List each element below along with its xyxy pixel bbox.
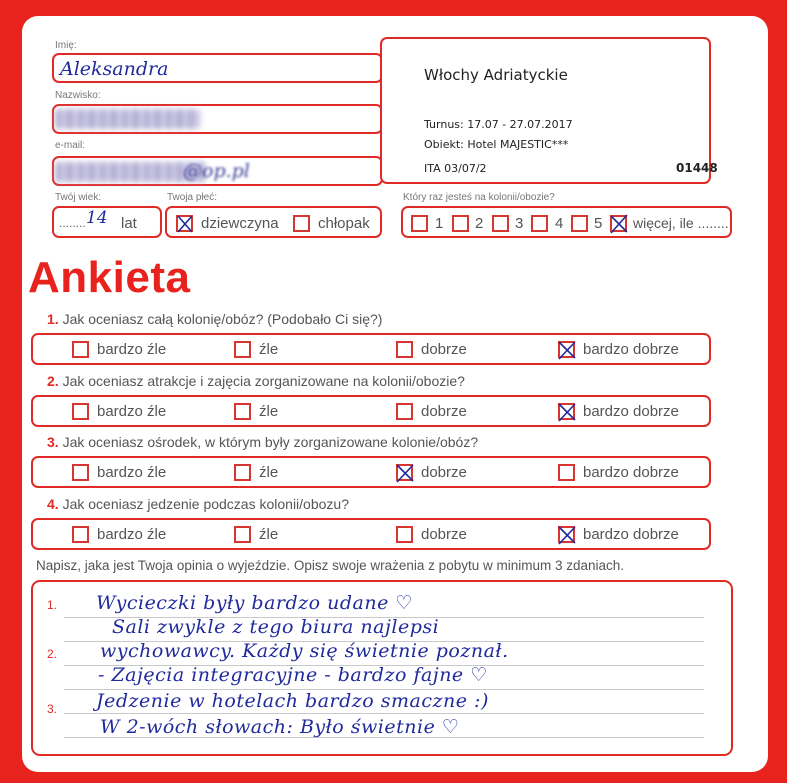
answer-option-label: bardzo dobrze xyxy=(583,341,679,358)
opinion-handwritten-line: W 2-wóch słowach: Było świetnie ♡ xyxy=(100,716,460,738)
answer-option-label: bardzo dobrze xyxy=(583,403,679,420)
gender-checkbox-female[interactable] xyxy=(176,215,193,232)
x-check-icon xyxy=(174,213,196,235)
trip-object: Obiekt: Hotel MAJESTIC*** xyxy=(424,138,569,151)
opinion-number: 3. xyxy=(47,702,58,716)
trip-number: 01448 xyxy=(676,161,718,175)
question-4-checkbox-4[interactable] xyxy=(558,526,575,543)
opinion-number: 2. xyxy=(47,647,58,661)
times-option-5: 5 xyxy=(594,215,603,232)
question-2-checkbox-1[interactable] xyxy=(72,403,89,420)
question-2-checkbox-3[interactable] xyxy=(396,403,413,420)
name-label: Imię: xyxy=(55,40,77,51)
x-check-icon xyxy=(556,524,578,546)
times-option-4: 4 xyxy=(555,215,564,232)
answer-option-label: źle xyxy=(259,341,279,358)
question-4-text xyxy=(47,496,349,512)
opinion-handwritten-line: Sali zwykle z tego biura najlepsi xyxy=(112,616,440,638)
question-1-checkbox-2[interactable] xyxy=(234,341,251,358)
times-option-1: 1 xyxy=(435,215,444,232)
question-label: Jak oceniasz atrakcje i zajęcia zorganizowane na kolonii/obozie? xyxy=(62,373,465,389)
times-checkbox-5[interactable] xyxy=(571,215,588,232)
question-3-text xyxy=(47,434,478,450)
times-option-more: więcej, ile ........ xyxy=(633,215,729,231)
question-2-checkbox-4[interactable] xyxy=(558,403,575,420)
trip-turnus: Turnus: 17.07 - 27.07.2017 xyxy=(424,118,573,131)
age-dots: ........ xyxy=(59,216,86,230)
answer-option-label: dobrze xyxy=(421,526,467,543)
surname-label: Nazwisko: xyxy=(55,90,101,101)
question-1-text xyxy=(47,311,382,327)
question-label: Jak oceniasz ośrodek, w którym były zorganizowane kolonie/obóz? xyxy=(62,434,479,450)
age-unit: lat xyxy=(121,215,137,232)
answer-option-label: bardzo źle xyxy=(97,526,167,543)
times-option-2: 2 xyxy=(475,215,484,232)
question-3-checkbox-1[interactable] xyxy=(72,464,89,481)
question-number: 3. xyxy=(47,434,59,450)
answer-option-label: bardzo źle xyxy=(97,464,167,481)
answer-option-label: źle xyxy=(259,464,279,481)
question-3-checkbox-2[interactable] xyxy=(234,464,251,481)
x-check-icon xyxy=(556,339,578,361)
question-4-checkbox-2[interactable] xyxy=(234,526,251,543)
answer-option-label: dobrze xyxy=(421,403,467,420)
surname-redaction xyxy=(55,109,200,129)
opinion-handwritten-line: wychowawcy. Każdy się świetnie poznał. xyxy=(100,640,509,662)
question-label: Jak oceniasz całą kolonię/obóz? (Podobało Ci się?) xyxy=(62,311,383,327)
answer-option-label: dobrze xyxy=(421,341,467,358)
gender-label: Twoja płeć: xyxy=(167,192,218,203)
times-checkbox-4[interactable] xyxy=(531,215,548,232)
question-number: 4. xyxy=(47,496,59,512)
age-label: Twój wiek: xyxy=(55,192,102,203)
question-2-text xyxy=(47,373,465,389)
question-3-checkbox-4[interactable] xyxy=(558,464,575,481)
ruled-line xyxy=(64,713,704,714)
answer-option-label: dobrze xyxy=(421,464,467,481)
times-option-3: 3 xyxy=(515,215,524,232)
times-checkbox-more[interactable] xyxy=(610,215,627,232)
question-number: 2. xyxy=(47,373,59,389)
times-label: Który raz jesteś na kolonii/obozie? xyxy=(403,192,555,203)
question-4-checkbox-3[interactable] xyxy=(396,526,413,543)
answer-option-label: źle xyxy=(259,403,279,420)
question-4-checkbox-1[interactable] xyxy=(72,526,89,543)
question-label: Jak oceniasz jedzenie podczas kolonii/obozu? xyxy=(62,496,349,512)
opinion-handwritten-line: - Zajęcia integracyjne - bardzo fajne ♡ xyxy=(98,664,488,686)
question-1-checkbox-4[interactable] xyxy=(558,341,575,358)
answer-option-label: bardzo dobrze xyxy=(583,464,679,481)
age-handwritten: 14 xyxy=(86,208,108,228)
name-handwritten: Aleksandra xyxy=(60,58,169,80)
email-label: e-mail: xyxy=(55,140,86,151)
x-check-icon xyxy=(608,213,630,235)
x-check-icon xyxy=(556,401,578,423)
times-checkbox-1[interactable] xyxy=(411,215,428,232)
question-1-checkbox-1[interactable] xyxy=(72,341,89,358)
opinion-handwritten-line: Jedzenie w hotelach bardzo smaczne :) xyxy=(96,690,489,712)
opinion-number: 1. xyxy=(47,598,58,612)
answer-option-label: bardzo źle xyxy=(97,341,167,358)
times-checkbox-3[interactable] xyxy=(492,215,509,232)
opinion-prompt: Napisz, jaka jest Twoja opinia o wyjeździe. Opisz swoje wrażenia z pobytu w minimum 3 zdaniach. xyxy=(36,558,625,573)
question-number: 1. xyxy=(47,311,59,327)
question-2-checkbox-2[interactable] xyxy=(234,403,251,420)
answer-option-label: bardzo źle xyxy=(97,403,167,420)
answer-option-label: źle xyxy=(259,526,279,543)
x-check-icon xyxy=(394,462,416,484)
survey-title: Ankieta xyxy=(28,253,191,302)
trip-name: Włochy Adriatyckie xyxy=(424,66,568,84)
gender-option-male: chłopak xyxy=(318,215,370,232)
opinion-handwritten-line: Wycieczki były bardzo udane ♡ xyxy=(96,592,413,614)
gender-checkbox-male[interactable] xyxy=(293,215,310,232)
email-domain-handwritten: @op.pl xyxy=(183,160,250,182)
trip-code: ITA 03/07/2 xyxy=(424,162,487,175)
gender-option-female: dziewczyna xyxy=(201,215,279,232)
question-1-checkbox-3[interactable] xyxy=(396,341,413,358)
answer-option-label: bardzo dobrze xyxy=(583,526,679,543)
times-checkbox-2[interactable] xyxy=(452,215,469,232)
question-3-checkbox-3[interactable] xyxy=(396,464,413,481)
